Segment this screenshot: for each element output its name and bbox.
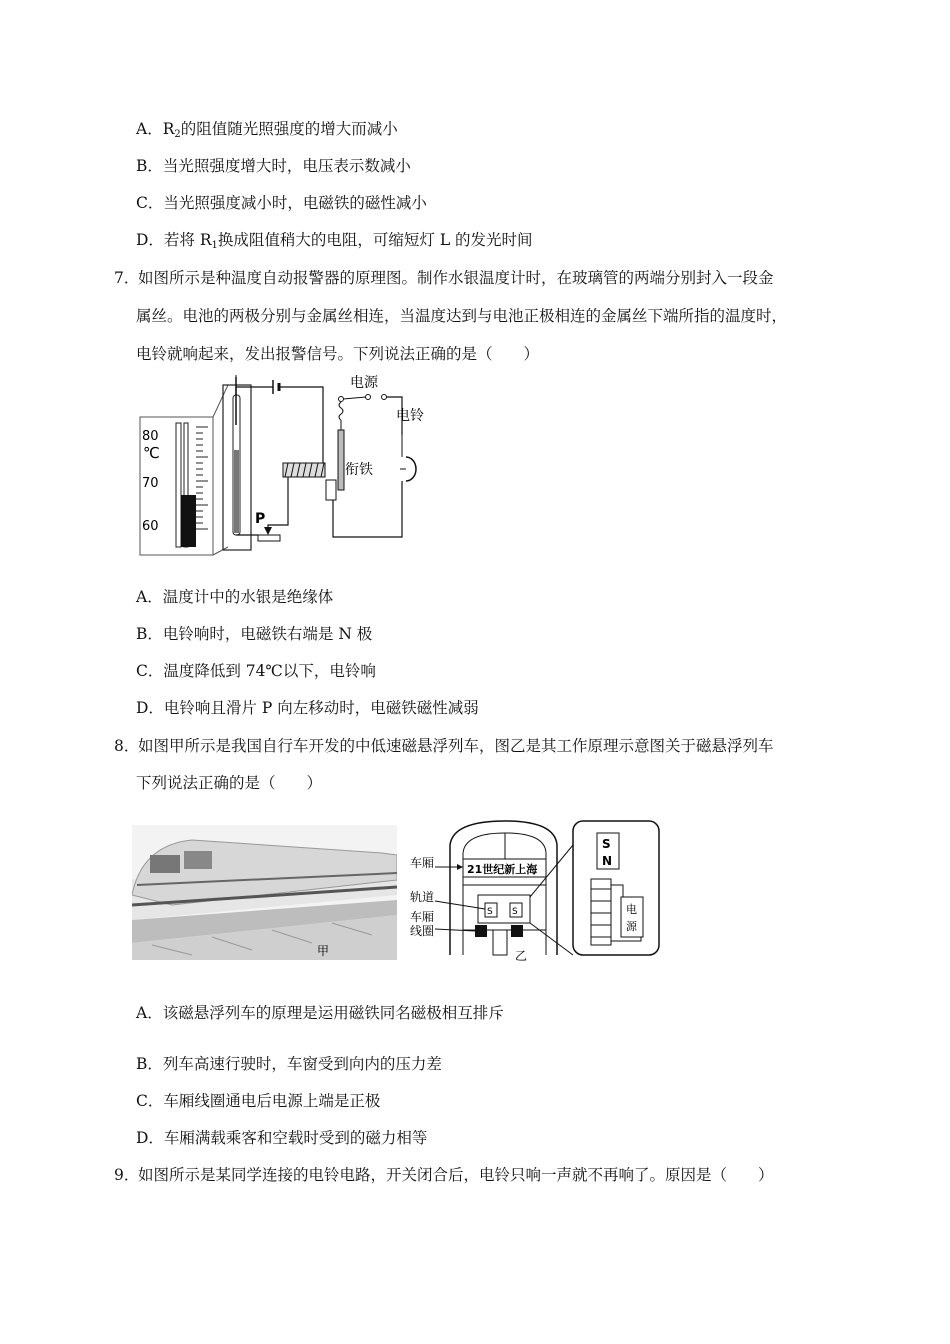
q8-stem-line1: 如图甲所示是我国自行车开发的中低速磁悬浮列车，图乙是其工作原理示意图关于磁悬浮列车	[138, 737, 774, 755]
scale-70: 70	[142, 476, 159, 491]
q7-option-a: A．温度计中的水银是绝缘体	[136, 588, 334, 606]
q7-option-c: C．温度降低到 74℃以下，电铃响	[136, 662, 376, 680]
q8-number: 8．	[114, 737, 140, 755]
magnet-n: N	[602, 854, 613, 868]
q7-alarm-circuit-diagram	[138, 375, 428, 560]
carriage-sign: 21世纪新上海	[467, 863, 538, 876]
power-char-1: 电	[626, 903, 637, 916]
q7-stem-line3: 电铃就响起来，发出报警信号。下列说法正确的是（ ）	[136, 345, 540, 363]
track-label: 轨道	[410, 890, 435, 904]
q6-option-c: C．当光照强度减小时，电磁铁的磁性减小	[136, 194, 427, 212]
q6-option-b: B．当光照强度增大时，电压表示数减小	[136, 157, 411, 175]
magnet-s: S	[602, 837, 611, 851]
q7-option-d: D．电铃响且滑片 P 向左移动时，电磁铁磁性减弱	[136, 699, 479, 717]
power-label: 电源	[350, 375, 378, 391]
coil-label-top: 车厢	[410, 910, 435, 924]
scale-60: 60	[142, 519, 159, 534]
q7-stem-line2: 属丝。电池的两极分别与金属丝相连，当温度达到与电池正极相连的金属丝下端所指的温度时，	[136, 307, 788, 325]
slider-p-label: P	[255, 511, 266, 527]
power-char-2: 源	[626, 920, 637, 933]
bell-label: 电铃	[396, 408, 424, 424]
q7-number: 7．	[114, 269, 140, 287]
q6-option-d: D．若将 $R_1$换成阻值稍大的电阻，可缩短灯 L 的发光时间	[136, 231, 533, 251]
q8-option-b: B．列车高速行驶时，车窗受到向内的压力差	[136, 1055, 442, 1073]
track-s-right: S	[512, 907, 518, 917]
armature-label: 衔铁	[345, 462, 373, 478]
q7-option-b: B．电铃响时，电磁铁右端是 N 极	[136, 625, 373, 643]
q8-option-a: A．该磁悬浮列车的原理是运用磁铁同名磁极相互排斥	[136, 1004, 504, 1022]
scale-unit: ℃	[143, 444, 160, 462]
q6-option-a: A．$R_2$的阻值随光照强度的增大而减小	[136, 120, 398, 140]
maglev-train-photo	[132, 825, 397, 960]
maglev-principle-diagram	[405, 815, 663, 963]
coil-label-bottom: 线圈	[410, 924, 435, 938]
carriage-label: 车厢	[410, 856, 435, 870]
q7-stem-line1: 如图所示是种温度自动报警器的原理图。制作水银温度计时，在玻璃管的两端分别封入一段金	[138, 269, 774, 287]
q8-stem-line2: 下列说法正确的是（ ）	[136, 774, 323, 792]
q9-stem-line1: 如图所示是某同学连接的电铃电路，开关闭合后，电铃只响一声就不再响了。原因是（ ）	[138, 1166, 774, 1184]
scale-80: 80	[142, 429, 159, 444]
q9-number: 9．	[114, 1166, 140, 1184]
figure-label-yi: 乙	[515, 949, 528, 963]
q8-option-c: C．车厢线圈通电后电源上端是正极	[136, 1092, 381, 1110]
q8-option-d: D．车厢满载乘客和空载时受到的磁力相等	[136, 1129, 428, 1147]
track-s-left: S	[487, 907, 493, 917]
figure-label-jia: 甲	[317, 944, 330, 958]
